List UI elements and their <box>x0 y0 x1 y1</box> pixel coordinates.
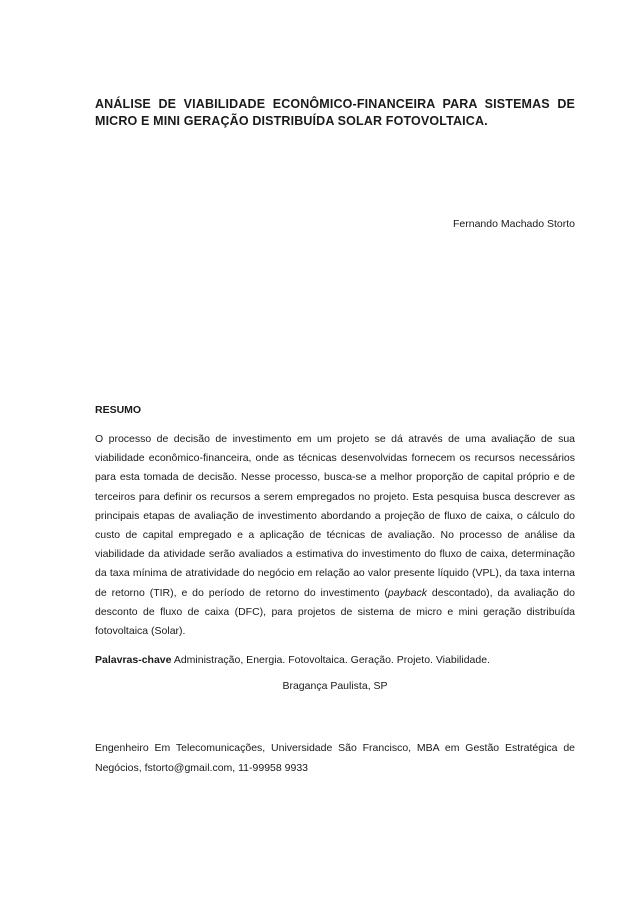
author-footnote: Engenheiro Em Telecomunicações, Universidade São Francisco, MBA em Gestão Estratégica de Negócios, fstorto@gmail.com, 11-99958 9933 <box>95 742 575 774</box>
abstract-heading: RESUMO <box>95 404 142 416</box>
keywords-label: Palavras-chave <box>95 654 172 666</box>
abstract-text-part1: O processo de decisão de investimento em um projeto se dá através de uma avaliação de sua viabilidade econômico-financeira, onde as técnicas desenvolvidas fornecem os recursos necessários para esta tomada de decisão. Nesse processo, busca-se a melhor proporção de capital próprio e de terceiros para definir os recursos a serem empregados no projeto. Esta pesquisa busca descrever as principais etapas de avaliação de investimento abordando a projeção de fluxo de caixa, o cálculo do custo de capital empregado e a aplicação de técnicas de avaliação. No processo de análise da viabilidade da atividade serão avaliados a estimativa do investimento do fluxo de caixa, determinação da taxa mínima de atratividade do negócio em relação ao valor presente líquido (VPL), da taxa interna de retorno (TIR), e do período de retorno do investimento ( <box>95 433 575 599</box>
author-name: Fernando Machado Storto <box>453 218 575 230</box>
abstract-text-part2: descontado), da avaliação do desconto de fluxo de caixa (DFC), para projetos de sistema de micro e mini geração distribuída fotovoltaica (Solar). <box>95 586 575 638</box>
document-title: ANÁLISE DE VIABILIDADE ECONÔMICO-FINANCEIRA PARA SISTEMAS DE MICRO E MINI GERAÇÃO DISTRIBUÍDA SOLAR FOTOVOLTAICA. <box>95 97 575 128</box>
location-text: Bragança Paulista, SP <box>282 680 388 692</box>
keywords-text: Administração, Energia. Fotovoltaica. Geração. Projeto. Viabilidade. <box>171 654 490 666</box>
keywords-line <box>95 652 575 668</box>
abstract-italic-term: payback <box>387 586 427 599</box>
abstract-paragraph <box>95 430 575 641</box>
